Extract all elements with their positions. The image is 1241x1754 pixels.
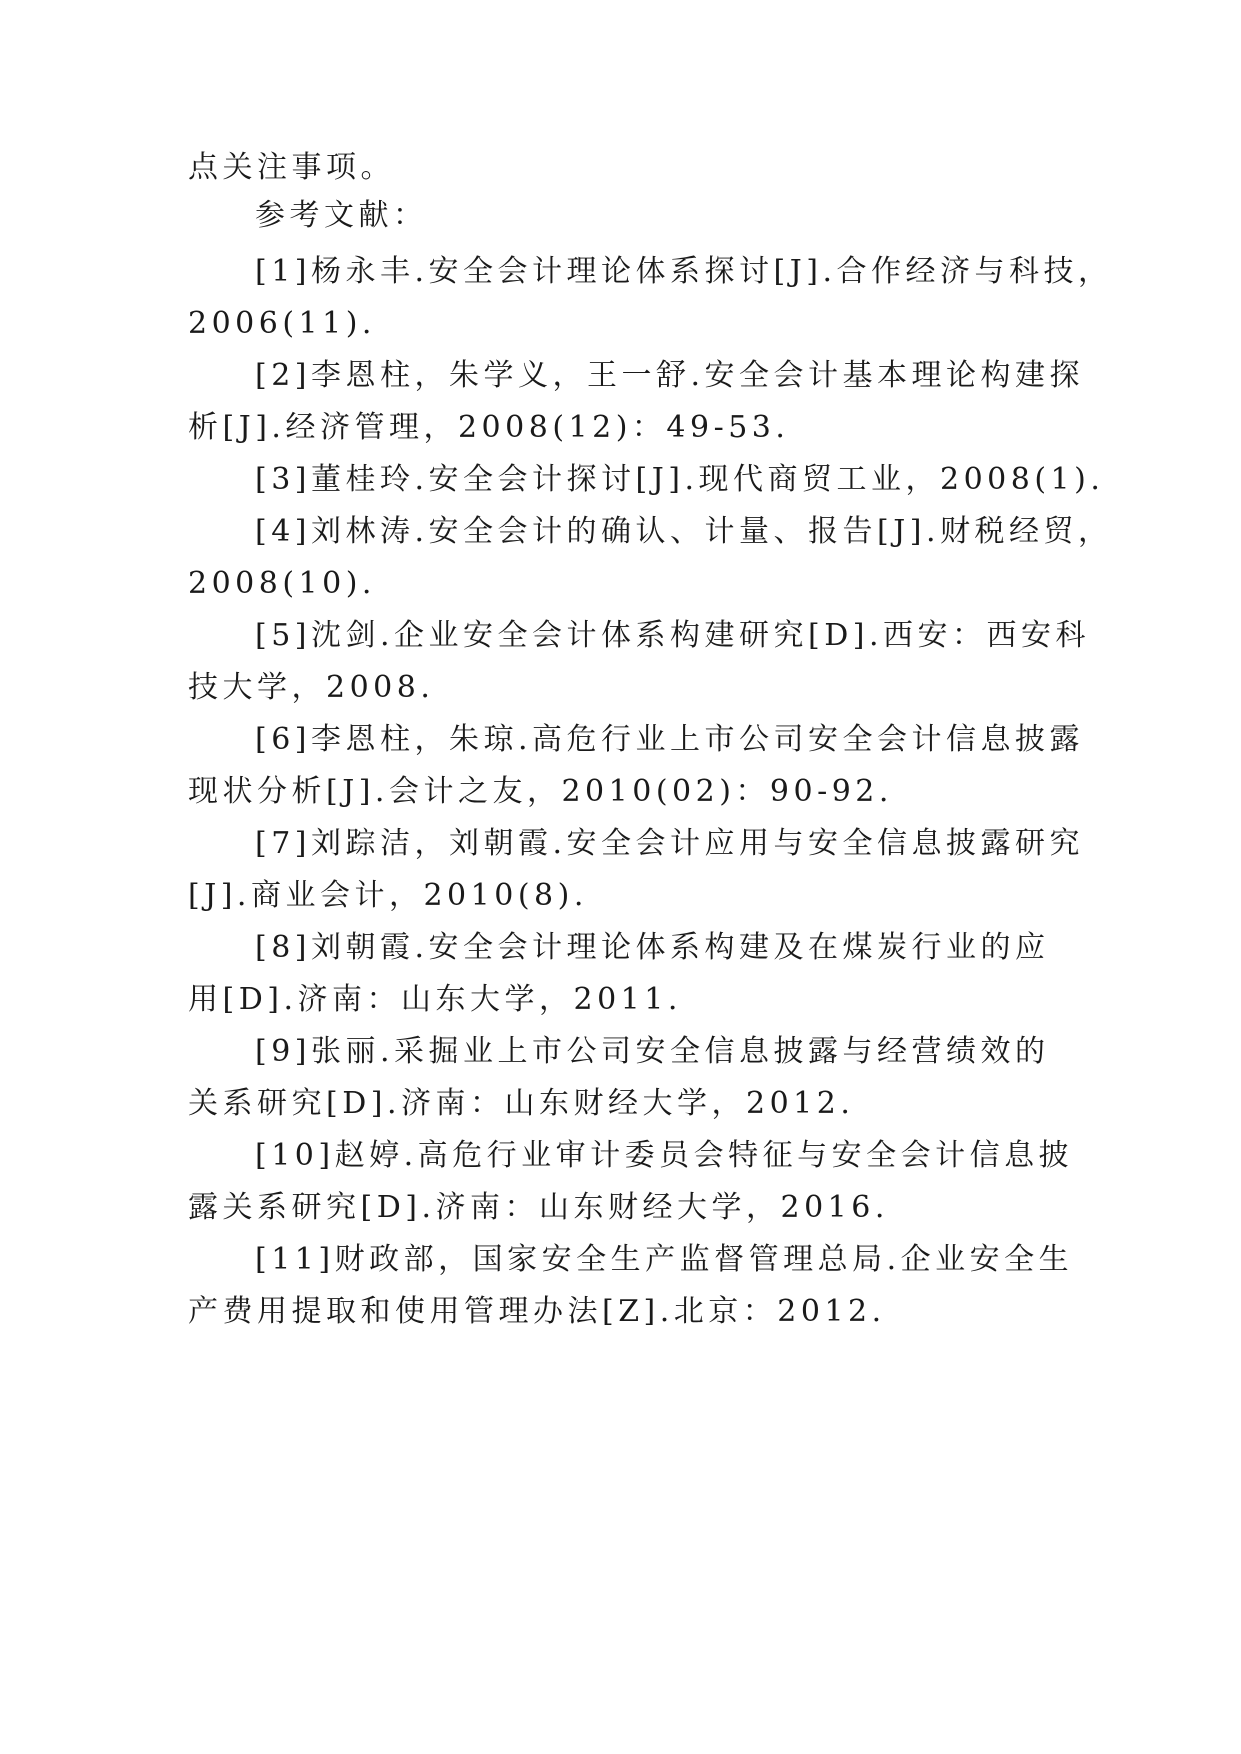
reference-9-line-1: [9]张丽.采掘业上市公司安全信息披露与经营绩效的 xyxy=(255,1034,1050,1069)
references-heading: 参考文献： xyxy=(255,198,428,233)
reference-4-line-2: 2008(10). xyxy=(188,566,376,601)
reference-10-line-2: 露关系研究[D].济南：山东财经大学，2016. xyxy=(188,1190,889,1225)
reference-8-line-1: [8]刘朝霞.安全会计理论体系构建及在煤炭行业的应 xyxy=(255,930,1050,965)
reference-10-line-1: [10]赵婷.高危行业审计委员会特征与安全会计信息披 xyxy=(255,1138,1074,1173)
reference-5-line-2: 技大学，2008. xyxy=(188,670,435,705)
reference-7-line-1: [7]刘踪洁，刘朝霞.安全会计应用与安全信息披露研究 xyxy=(255,826,1085,861)
reference-1-line-1: [1]杨永丰.安全会计理论体系探讨[J].合作经济与科技， xyxy=(255,254,1113,289)
reference-4-line-1: [4]刘林涛.安全会计的确认、计量、报告[J].财税经贸， xyxy=(255,514,1113,549)
reference-11-line-1: [11]财政部，国家安全生产监督管理总局.企业安全生 xyxy=(255,1242,1074,1277)
reference-11-line-2: 产费用提取和使用管理办法[Z].北京：2012. xyxy=(188,1294,886,1329)
reference-2-line-2: 析[J].经济管理，2008(12)：49-53. xyxy=(188,410,790,445)
reference-8-line-2: 用[D].济南：山东大学，2011. xyxy=(188,982,682,1017)
reference-3-line-1: [3]董桂玲.安全会计探讨[J].现代商贸工业，2008(1). xyxy=(255,462,1105,497)
reference-6-line-2: 现状分析[J].会计之友，2010(02)：90-92. xyxy=(188,774,893,809)
reference-1-line-2: 2006(11). xyxy=(188,306,376,341)
continuation-text: 点关注事项。 xyxy=(188,150,395,185)
reference-5-line-1: [5]沈剑.企业安全会计体系构建研究[D].西安：西安科 xyxy=(255,618,1091,653)
reference-9-line-2: 关系研究[D].济南：山东财经大学，2012. xyxy=(188,1086,855,1121)
reference-6-line-1: [6]李恩柱，朱琼.高危行业上市公司安全会计信息披露 xyxy=(255,722,1085,757)
reference-7-line-2: [J].商业会计，2010(8). xyxy=(188,878,588,913)
reference-2-line-1: [2]李恩柱，朱学义，王一舒.安全会计基本理论构建探 xyxy=(255,358,1085,393)
